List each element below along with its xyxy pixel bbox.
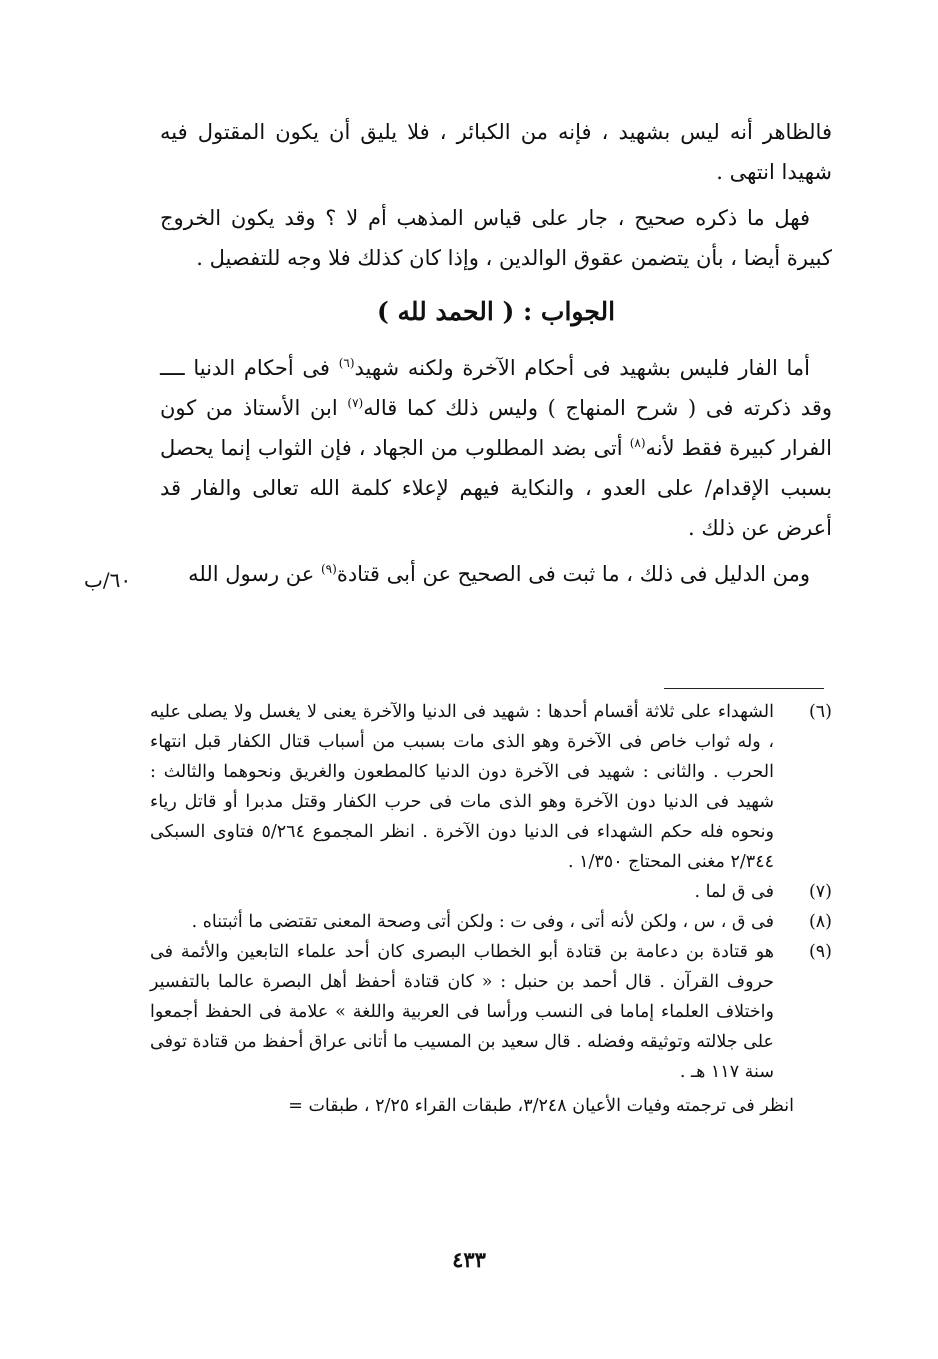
footnotes [150, 697, 832, 1121]
footnote-continuation: انظر فى ترجمته وفيات الأعيان ٣/٢٤٨، طبقات القراء ٢/٢٥ ، طبقات = [288, 1096, 794, 1116]
manuscript-folio-note: ٦٠/ب [84, 568, 132, 592]
paragraph-4 [160, 554, 832, 594]
footnote-8 [150, 907, 832, 937]
p4-part-a: ومن الدليل فى ذلك ، ما ثبت فى الصحيح عن أبى قتادة [336, 562, 810, 586]
footnote-ref-7[interactable]: (٧) [347, 396, 364, 410]
paragraph-1: فالظاهر أنه ليس بشهيد ، فإنه من الكبائر ، فلا يليق أن يكون المقتول فيه شهيدا انتهى . [160, 120, 832, 184]
answer-heading: الجواب : ( الحمد لله ) [376, 297, 616, 326]
paragraph-2: فهل ما ذكره صحيح ، جار على قياس المذهب أم لا ؟ وقد يكون الخروج كبيرة أيضا ، بأن يتضمن عقوق الوالدين ، وإذا كان كذلك فلا وجه للتفصيل . [160, 206, 832, 270]
footnote-number: (٨) [808, 912, 832, 932]
footnote-9 [150, 937, 832, 1087]
footnote-6 [150, 697, 832, 877]
footnote-separator [664, 688, 824, 689]
footnote-text: الشهداء على ثلاثة أقسام أحدها : شهيد فى الدنيا والآخرة يعنى لا يغسل ولا يصلى عليه ، وله ثواب خاص فى الآخرة وهو الذى مات بسبب من أسباب قتال الكفار قبل انتهاء الحرب . والثانى : شهيد فى الآخرة دون الدنيا كالمطعون والغريق ونحوهما والثالث : شهيد فى الدنيا دون الآخرة وهو الذى مات فى حرب الكفار وقتل مدبرا أو قاتل رياء ونحوه فله حكم الشهداء فى الدنيا دون الآخرة . انظر المجموع ٥/٢٦٤ فتاوى السبكى ٢/٣٤٤ مغنى المحتاج ١/٣٥٠ . [150, 702, 775, 872]
footnote-text: هو قتادة بن دعامة بن قتادة أبو الخطاب البصرى كان أحد علماء التابعين والأئمة فى حروف القرآن . قال أحمد بن حنبل : « كان قتادة أحفظ أهل البصرة عالما بالتفسير واختلاف العلماء إماما فى النسب ورأسا فى العربية واللغة » علامة فى الحفظ أجمعوا على جلالته وتوثيقه وفضله . قال سعيد بن المسيب ما أتانى عراق أحفظ من قتادة توفى سنة ١١٧ هـ . [150, 942, 774, 1082]
footnote-number: (٧) [808, 882, 832, 902]
p3-part-d: أتى بضد المطلوب من الجهاد ، فإن الثواب إنما يحصل بسبب الإقدام/ على العدو ، والنكاية فيهم لإعلاء كلمة الله تعالى والفار قد أعرض عن ذلك . [160, 436, 832, 540]
footnote-ref-9[interactable]: (٩) [320, 562, 337, 576]
p4-part-b: عن رسول الله [188, 562, 321, 586]
footnote-number: (٦) [808, 702, 832, 722]
paragraph-3 [160, 348, 832, 548]
footnote-text: فى ق ، س ، ولكن لأنه أتى ، وفى ت : ولكن أتى وصحة المعنى تقتضى ما أثبتناه . [191, 912, 774, 932]
footnote-number: (٩) [808, 942, 832, 962]
footnote-7 [150, 877, 832, 907]
main-text [160, 112, 832, 594]
p3-part-c: ابن الأستاذ من كون الفرار كبيرة فقط لأنه [160, 396, 832, 460]
p3-part-a: أما الفار فليس بشهيد فى أحكام الآخرة ولكنه شهيد [354, 356, 810, 380]
page-number: ٤٣٣ [452, 1247, 486, 1272]
footnote-text: فى ق لما . [694, 882, 774, 902]
p3-part-b: فى أحكام الدنيا ــــ وقد ذكرته فى ( شرح المنهاج ) وليس ذلك كما قاله [160, 356, 832, 420]
footnote-ref-6[interactable]: (٦) [338, 356, 355, 370]
footnote-ref-8[interactable]: (٨) [629, 436, 646, 450]
